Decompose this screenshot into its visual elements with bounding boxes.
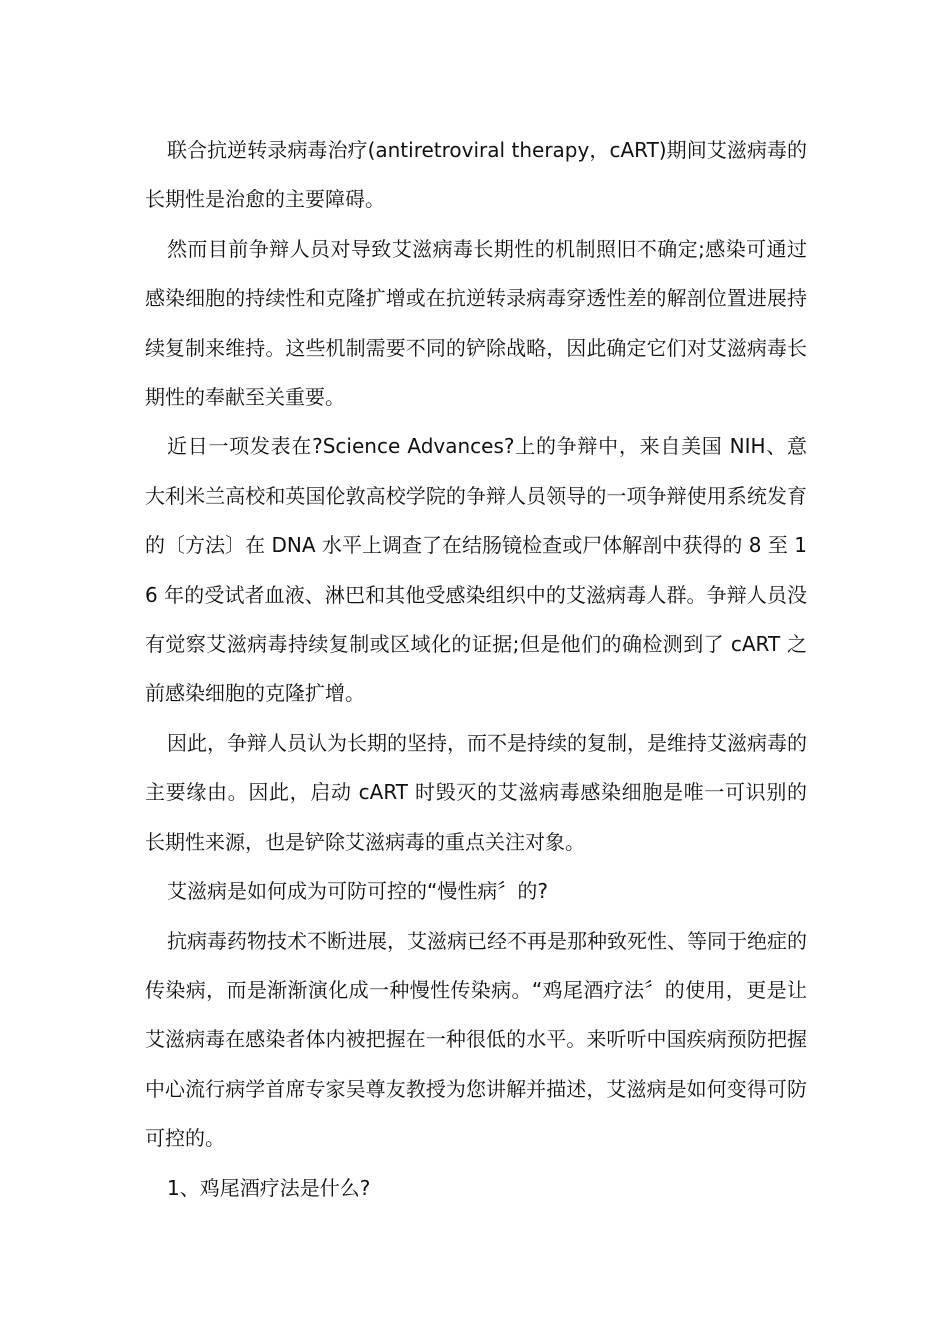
paragraph-2: 然而目前争辩人员对导致艾滋病毒长期性的机制照旧不确定;感染可通过感染细胞的持续性和克隆扩增或在抗逆转录病毒穿透性差的解剖位置进展持续复制来维持。这些机制需要不同的铲除战略，因此确定它们对艾滋病毒长期性的奉献至关重要。 bbox=[145, 236, 807, 410]
paragraph-5: 抗病毒药物技术不断进展，艾滋病已经不再是那种致死性、等同于绝症的传染病，而是渐渐演化成一种慢性传染病。“鸡尾酒疗法〞的使用，更是让艾滋病毒在感染者体内被把握在一种很低的水平。来听听中国疾病预防把握中心流行病学首席专家吴尊友教授为您讲解并描述，艾滋病是如何变得可防可控的。 bbox=[145, 928, 807, 1151]
document-body bbox=[145, 126, 807, 1213]
paragraph-1: 联合抗逆转录病毒治疗(antiretroviral therapy，cART)期间艾滋病毒的长期性是治愈的主要障碍。 bbox=[145, 138, 807, 212]
paragraph-4: 因此，争辩人员认为长期的坚持，而不是持续的复制，是维持艾滋病毒的主要缘由。因此，启动 cART 时毁灭的艾滋病毒感染细胞是唯一可识别的长期性来源，也是铲除艾滋病毒的重点关注对象。 bbox=[145, 730, 807, 854]
section-heading-question: 艾滋病是如何成为可防可控的“慢性病〞的? bbox=[167, 879, 548, 904]
paragraph-3: 近日一项发表在?Science Advances?上的争辩中，来自美国 NIH、意大利米兰高校和英国伦敦高校学院的争辩人员领导的一项争辩使用系统发育的〔方法〕在 DNA 水平上调查了在结肠镜检查或尸体解剖中获得的 8 至 16 年的受试者血液、淋巴和其他受感染组织中的艾滋病毒人群。争辩人员没有觉察艾滋病毒持续复制或区域化的证据;但是他们的确检测到了 cART 之前感染细胞的克隆扩增。 bbox=[145, 434, 807, 706]
subheading-cocktail-therapy: 1、鸡尾酒疗法是什么? bbox=[167, 1175, 371, 1200]
